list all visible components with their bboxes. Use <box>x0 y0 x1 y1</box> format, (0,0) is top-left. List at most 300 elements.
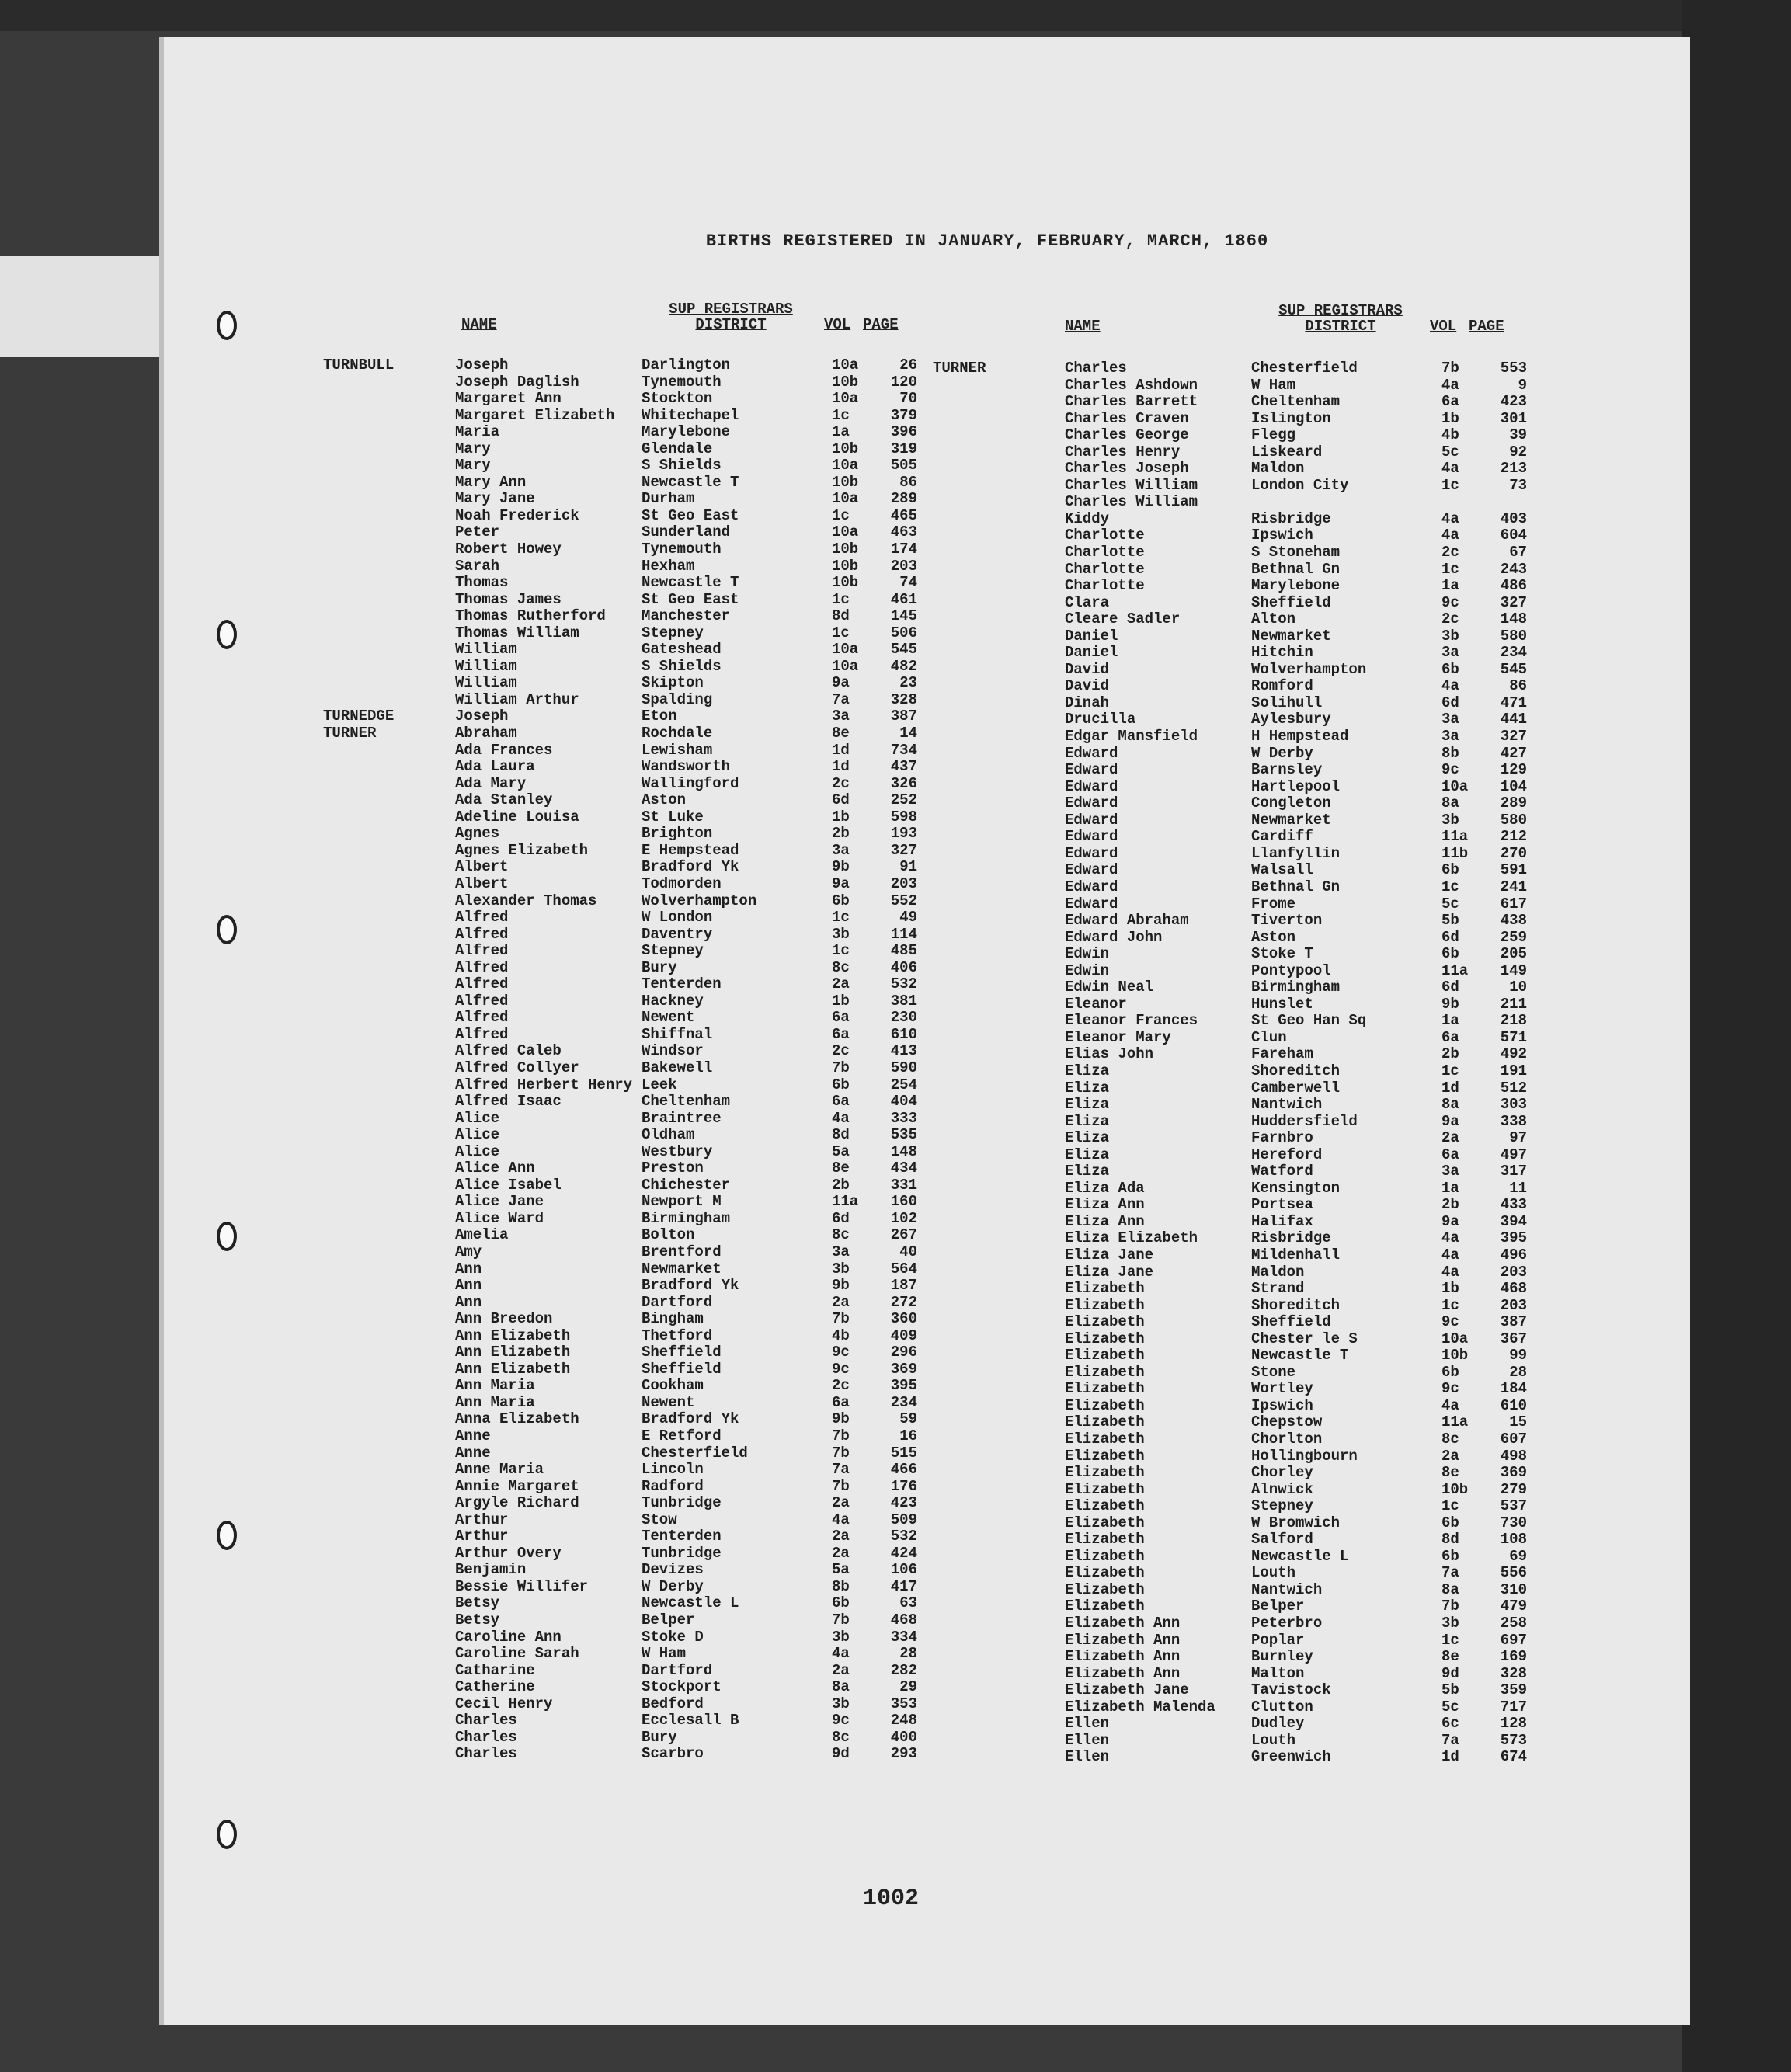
district: Bedford <box>642 1695 704 1712</box>
volume: 1c <box>1441 1062 1459 1079</box>
volume: 11b <box>1441 844 1469 862</box>
district: Bethnal Gn <box>1251 878 1341 895</box>
forenames: Charles Joseph <box>1065 460 1189 478</box>
volume: 6d <box>832 1209 850 1227</box>
forenames: Elizabeth <box>1065 1497 1145 1515</box>
district: Newmarket <box>1251 811 1331 829</box>
volume: 4a <box>1441 1263 1459 1281</box>
forenames: Edwin <box>1065 961 1110 979</box>
register-entry <box>323 675 921 692</box>
volume: 6c <box>1441 1715 1459 1733</box>
page-ref: 369 <box>890 1360 917 1378</box>
volume: 6b <box>1441 861 1459 879</box>
forenames: Arthur Overy <box>455 1544 562 1562</box>
page-ref: 108 <box>1500 1531 1527 1549</box>
forenames: Ellen <box>1065 1748 1110 1766</box>
page-ref: 289 <box>890 490 917 508</box>
district: Tenterden <box>642 975 722 993</box>
page-ref: 193 <box>890 825 917 843</box>
forenames: Ada Stanley <box>455 791 553 809</box>
page-ref: 10 <box>1509 979 1527 996</box>
volume: 1d <box>1441 1079 1459 1097</box>
volume: 6b <box>1441 1514 1459 1531</box>
register-entry <box>933 1632 1531 1650</box>
page-ref: 604 <box>1500 527 1527 544</box>
district: Bolton <box>642 1226 695 1244</box>
district: Malton <box>1251 1664 1305 1682</box>
volume: 1c <box>832 624 850 641</box>
register-entry <box>323 1696 921 1713</box>
page-ref: 205 <box>1500 945 1527 963</box>
page-ref: 590 <box>890 1059 917 1076</box>
volume: 2c <box>1441 610 1459 628</box>
volume: 1d <box>832 741 850 759</box>
forenames: Abraham <box>455 725 517 742</box>
volume: 10a <box>832 390 859 408</box>
forenames: Eliza <box>1065 1096 1110 1114</box>
volume: 5c <box>1441 895 1459 913</box>
forenames: Sarah <box>455 557 500 575</box>
volume: 2a <box>832 1293 850 1311</box>
volume: 6d <box>1441 979 1459 996</box>
district: Sheffield <box>1251 593 1331 611</box>
forenames: Elizabeth <box>1065 1380 1145 1398</box>
forenames: Edward <box>1065 794 1118 812</box>
volume: 10a <box>832 356 859 374</box>
volume: 10a <box>1441 1330 1469 1347</box>
district: Wortley <box>1251 1380 1313 1398</box>
forenames: Charles William <box>1065 493 1198 511</box>
register-entry <box>323 1646 921 1663</box>
district: Brighton <box>642 825 713 843</box>
register-entry <box>933 1063 1531 1080</box>
register-entry <box>323 408 921 425</box>
forenames: Mary Ann <box>455 473 527 491</box>
register-entry <box>933 1582 1531 1599</box>
page-ref: 99 <box>1509 1347 1527 1365</box>
district: Strand <box>1251 1280 1305 1298</box>
district: S Shields <box>642 657 722 675</box>
volume: 1c <box>832 406 850 424</box>
volume: 1b <box>832 808 850 826</box>
page-ref: 598 <box>890 808 917 826</box>
register-entry <box>933 1214 1531 1231</box>
district: Bradford Yk <box>642 1277 739 1295</box>
register-entry <box>933 1749 1531 1766</box>
page-ref: 129 <box>1500 761 1527 779</box>
register-entry <box>323 1261 921 1278</box>
forenames: Elizabeth <box>1065 1547 1145 1565</box>
forenames: Mary <box>455 457 491 475</box>
register-entry <box>933 1197 1531 1214</box>
district: Preston <box>642 1159 704 1177</box>
volume: 8a <box>832 1678 850 1696</box>
page-ref: 338 <box>1500 1112 1527 1130</box>
forenames: Margaret Elizabeth <box>455 406 615 424</box>
district: Birmingham <box>642 1209 731 1227</box>
district: Stow <box>642 1511 677 1528</box>
district: Louth <box>1251 1731 1296 1749</box>
volume: 6b <box>832 1594 850 1612</box>
page-ref: 254 <box>890 1076 917 1093</box>
page-ref: 580 <box>1500 811 1527 829</box>
page-ref: 379 <box>890 406 917 424</box>
header-page-left: PAGE <box>863 316 899 333</box>
district: St Luke <box>642 808 704 826</box>
volume: 11a <box>1441 961 1469 979</box>
register-entry <box>933 1314 1531 1331</box>
district: Newcastle T <box>1251 1347 1349 1365</box>
volume: 1d <box>1441 1748 1459 1766</box>
volume: 3a <box>832 1243 850 1260</box>
register-entry <box>933 695 1531 712</box>
register-entry <box>933 1565 1531 1582</box>
page-ref: 174 <box>890 541 917 558</box>
forenames: Joseph <box>455 707 509 725</box>
register-entry <box>323 1428 921 1445</box>
register-entry <box>323 608 921 625</box>
page-ref: 505 <box>890 457 917 475</box>
page-ref: 203 <box>890 557 917 575</box>
district: Sheffield <box>642 1344 722 1361</box>
district: Barnsley <box>1251 761 1323 779</box>
page-ref: 496 <box>1500 1246 1527 1264</box>
district: Poplar <box>1251 1631 1305 1649</box>
forenames: Albert <box>455 874 509 892</box>
volume: 1c <box>832 942 850 960</box>
volume: 2c <box>832 1377 850 1395</box>
forenames: Elizabeth <box>1065 1413 1145 1431</box>
register-entry <box>323 1127 921 1144</box>
page-ref: 328 <box>1500 1664 1527 1682</box>
page-ref: 213 <box>1500 460 1527 478</box>
volume: 11a <box>832 1193 859 1211</box>
page-ref: 211 <box>1500 995 1527 1013</box>
page-ref: 580 <box>1500 627 1527 645</box>
forenames: Alice Ann <box>455 1159 535 1177</box>
page-ref: 564 <box>890 1260 917 1278</box>
district: S Shields <box>642 457 722 475</box>
register-entry <box>323 742 921 760</box>
district: Peterbro <box>1251 1615 1323 1632</box>
volume: 10b <box>1441 1480 1469 1498</box>
district: Newcastle L <box>1251 1547 1349 1565</box>
page-ref: 28 <box>899 1645 917 1663</box>
forenames: Charlotte <box>1065 577 1145 595</box>
district: Frome <box>1251 895 1296 913</box>
punch-hole <box>217 1222 237 1251</box>
forenames: Eliza <box>1065 1062 1110 1079</box>
page-ref: 334 <box>890 1628 917 1646</box>
forenames: Edward <box>1065 777 1118 795</box>
register-entry <box>323 843 921 860</box>
page-ref: 369 <box>1500 1464 1527 1482</box>
scan-border-top <box>0 0 1791 31</box>
register-entry <box>933 1046 1531 1063</box>
header-vol-right: VOL <box>1430 318 1457 335</box>
district: Ipswich <box>1251 527 1313 544</box>
register-entry <box>323 641 921 659</box>
forenames: Alfred <box>455 1009 509 1027</box>
district: Belper <box>642 1611 695 1629</box>
forenames: Ellen <box>1065 1715 1110 1733</box>
district: Marylebone <box>1251 577 1341 595</box>
district: Tynemouth <box>642 541 722 558</box>
volume: 6a <box>1441 1028 1459 1046</box>
volume: 6a <box>832 1025 850 1043</box>
forenames: Eliza Jane <box>1065 1246 1154 1264</box>
district: Newmarket <box>642 1260 722 1278</box>
forenames: Peter <box>455 523 500 541</box>
forenames: Eliza <box>1065 1079 1110 1097</box>
register-entry <box>323 1361 921 1378</box>
district: Ipswich <box>1251 1396 1313 1414</box>
page-ref: 28 <box>1509 1363 1527 1381</box>
page-ref: 16 <box>899 1427 917 1444</box>
forenames: Ann Breedon <box>455 1310 553 1328</box>
forenames: Eliza <box>1065 1146 1110 1163</box>
volume: 3a <box>832 707 850 725</box>
page-ref: 128 <box>1500 1715 1527 1733</box>
page-ref: 234 <box>890 1393 917 1411</box>
volume: 1c <box>832 506 850 524</box>
district: Dartford <box>642 1293 713 1311</box>
forenames: Eleanor Mary <box>1065 1028 1171 1046</box>
forenames: Anne <box>455 1444 491 1462</box>
volume: 9c <box>1441 593 1459 611</box>
register-entry <box>933 1114 1531 1131</box>
volume: 4a <box>1441 1229 1459 1247</box>
page-ref: 327 <box>1500 728 1527 746</box>
forenames: Ann Maria <box>455 1393 535 1411</box>
district: Maldon <box>1251 1263 1305 1281</box>
forenames: Edwin Neal <box>1065 979 1154 996</box>
volume: 1c <box>832 909 850 926</box>
register-entry <box>933 1699 1531 1716</box>
volume: 2a <box>832 975 850 993</box>
register-entry <box>933 1398 1531 1415</box>
volume: 1c <box>1441 476 1459 494</box>
page-ref: 203 <box>1500 1263 1527 1281</box>
register-entry <box>323 1746 921 1763</box>
register-entry <box>323 1211 921 1228</box>
register-entry <box>323 1027 921 1044</box>
forenames: Charles William <box>1065 476 1198 494</box>
district: Cookham <box>642 1377 704 1395</box>
page-ref: 40 <box>899 1243 917 1260</box>
volume: 9c <box>1441 761 1459 779</box>
page-ref: 381 <box>890 992 917 1010</box>
district: Oldham <box>642 1126 695 1144</box>
volume: 9b <box>832 1277 850 1295</box>
register-entry <box>933 1414 1531 1431</box>
forenames: Alice <box>455 1126 500 1144</box>
volume: 3a <box>1441 711 1459 728</box>
volume: 6a <box>832 1009 850 1027</box>
district: Bury <box>642 958 677 976</box>
forenames: Charles <box>1065 360 1127 377</box>
page-ref: 498 <box>1500 1447 1527 1465</box>
forenames: Agnes <box>455 825 500 843</box>
forenames: Edward <box>1065 861 1118 879</box>
register-entry <box>323 1411 921 1428</box>
page-ref: 15 <box>1509 1413 1527 1431</box>
district: Wolverhampton <box>642 892 757 909</box>
volume: 6b <box>832 892 850 909</box>
district: Cheltenham <box>642 1093 731 1111</box>
register-entry <box>323 1328 921 1345</box>
punch-hole <box>217 1820 237 1849</box>
district: Dartford <box>642 1661 713 1679</box>
forenames: Elizabeth <box>1065 1280 1145 1298</box>
district: Camberwell <box>1251 1079 1341 1097</box>
district: Newcastle T <box>642 473 739 491</box>
forenames: Arthur <box>455 1511 509 1528</box>
forenames: Charles Craven <box>1065 409 1189 427</box>
district: Stockton <box>642 390 713 408</box>
volume: 9a <box>1441 1212 1459 1230</box>
page-ref: 114 <box>890 925 917 943</box>
page-ref: 461 <box>890 590 917 608</box>
district: H Hempstead <box>1251 728 1349 746</box>
volume: 3b <box>1441 627 1459 645</box>
district: Braintree <box>642 1109 722 1127</box>
district: Liskeard <box>1251 443 1323 461</box>
page-ref: 360 <box>890 1310 917 1328</box>
page-ref: 106 <box>890 1561 917 1579</box>
volume: 6a <box>1441 1146 1459 1163</box>
volume: 7a <box>1441 1564 1459 1582</box>
volume: 10a <box>832 641 859 659</box>
forenames: Eliza <box>1065 1129 1110 1147</box>
forenames: Edward <box>1065 811 1118 829</box>
volume: 7b <box>832 1310 850 1328</box>
district: Tavistock <box>1251 1681 1331 1699</box>
register-entry <box>933 1247 1531 1264</box>
page-ref: 267 <box>890 1226 917 1244</box>
page-ref: 353 <box>890 1695 917 1712</box>
page-ref: 417 <box>890 1577 917 1595</box>
page-ref: 532 <box>890 975 917 993</box>
district: W Bromwich <box>1251 1514 1341 1531</box>
page-ref: 160 <box>890 1193 917 1211</box>
register-entry <box>323 1244 921 1261</box>
register-entry <box>323 876 921 893</box>
forenames: Ada Laura <box>455 758 535 776</box>
district: Tynemouth <box>642 373 722 391</box>
document-page <box>159 37 1690 2025</box>
volume: 4a <box>1441 1246 1459 1264</box>
volume: 9d <box>832 1745 850 1763</box>
volume: 6b <box>832 1076 850 1093</box>
register-entry <box>933 1365 1531 1382</box>
forenames: Joseph <box>455 356 509 374</box>
forenames: Edwin <box>1065 945 1110 963</box>
register-entry <box>933 1030 1531 1047</box>
forenames: Eliza Ann <box>1065 1212 1145 1230</box>
volume: 2c <box>1441 544 1459 561</box>
district: Risbridge <box>1251 1229 1331 1247</box>
forenames: Edward <box>1065 744 1118 762</box>
page-ref: 169 <box>1500 1648 1527 1666</box>
district: Skipton <box>642 674 704 692</box>
forenames: Kiddy <box>1065 509 1110 527</box>
forenames: Annie Margaret <box>455 1477 579 1495</box>
district: Maldon <box>1251 460 1305 478</box>
header-page-right: PAGE <box>1469 318 1504 335</box>
page-ref: 610 <box>1500 1396 1527 1414</box>
district: Chorley <box>1251 1464 1313 1482</box>
register-entry <box>933 1733 1531 1750</box>
forenames: Elizabeth Jane <box>1065 1681 1189 1699</box>
district: Hunslet <box>1251 995 1313 1013</box>
forenames: Noah Frederick <box>455 506 579 524</box>
volume: 8a <box>1441 1096 1459 1114</box>
forenames: Elizabeth <box>1065 1514 1145 1531</box>
volume: 9c <box>832 1712 850 1730</box>
volume: 6d <box>832 791 850 809</box>
register-entry <box>323 1395 921 1412</box>
register-entry <box>323 1495 921 1512</box>
district: Flegg <box>1251 426 1296 444</box>
volume: 7b <box>832 1444 850 1462</box>
district: Sheffield <box>1251 1313 1331 1331</box>
forenames: Elizabeth <box>1065 1313 1145 1331</box>
register-entry <box>323 524 921 541</box>
volume: 1c <box>1441 1631 1459 1649</box>
page-ref: 279 <box>1500 1480 1527 1498</box>
volume: 8e <box>1441 1464 1459 1482</box>
page-ref: 67 <box>1509 544 1527 561</box>
district: Bradford Yk <box>642 1410 739 1428</box>
page-ref: 486 <box>1500 577 1527 595</box>
district: Gateshead <box>642 641 722 659</box>
register-entry <box>933 1347 1531 1365</box>
district: Bakewell <box>642 1059 713 1076</box>
page-ref: 102 <box>890 1209 917 1227</box>
forenames: Joseph Daglish <box>455 373 579 391</box>
forenames: Ellen <box>1065 1731 1110 1749</box>
register-entry <box>323 575 921 592</box>
page-ref: 394 <box>1500 1212 1527 1230</box>
page-ref: 463 <box>890 523 917 541</box>
forenames: Alfred <box>455 958 509 976</box>
district: Dudley <box>1251 1715 1305 1733</box>
register-entry <box>323 792 921 809</box>
page-ref: 310 <box>1500 1580 1527 1598</box>
register-entry <box>323 1295 921 1312</box>
forenames: Alice <box>455 1142 500 1160</box>
page-ref: 289 <box>1500 794 1527 812</box>
register-entry <box>933 1264 1531 1281</box>
header-name-left: NAME <box>461 316 497 333</box>
page-title: BIRTHS REGISTERED IN JANUARY, FEBRUARY, MARCH, 1860 <box>705 231 1269 251</box>
volume: 10b <box>832 557 859 575</box>
forenames: Charlotte <box>1065 544 1145 561</box>
district: Ecclesall B <box>642 1712 739 1730</box>
district: Nantwich <box>1251 1096 1323 1114</box>
volume: 10a <box>832 523 859 541</box>
page-ref: 14 <box>899 725 917 742</box>
page-ref: 610 <box>890 1025 917 1043</box>
volume: 7b <box>832 1059 850 1076</box>
district: Stepney <box>642 624 704 641</box>
register-entry <box>323 508 921 525</box>
page-ref: 270 <box>1500 844 1527 862</box>
register-entry <box>323 1512 921 1529</box>
volume: 8e <box>832 1159 850 1177</box>
forenames: Elizabeth Ann <box>1065 1648 1181 1666</box>
